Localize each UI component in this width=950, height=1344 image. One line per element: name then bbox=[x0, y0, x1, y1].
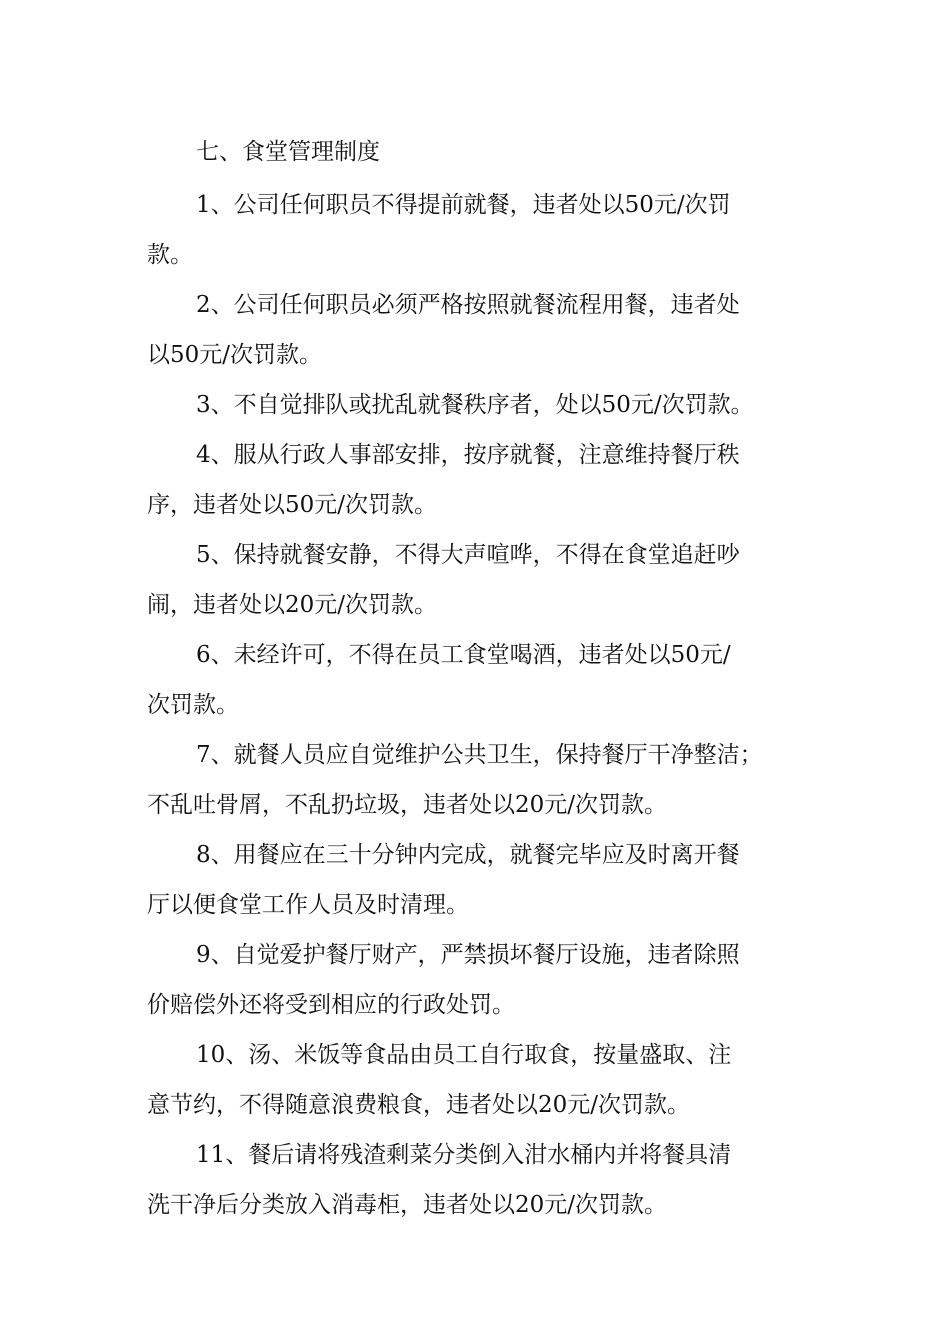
rule-1-line-1: 1、公司任何职员不得提前就餐，违者处以50元/次罚 bbox=[196, 192, 731, 218]
rule-8-line-1: 8、用餐应在三十分钟内完成，就餐完毕应及时离开餐 bbox=[196, 842, 740, 868]
rule-3-line-1: 3、不自觉排队或扰乱就餐秩序者，处以50元/次罚款。 bbox=[196, 392, 754, 418]
rule-6-line-1: 6、未经许可，不得在员工食堂喝酒，违者处以50元/ bbox=[196, 642, 731, 668]
rule-4-line-2: 序，违者处以50元/次罚款。 bbox=[147, 492, 438, 518]
rule-item-2 bbox=[147, 280, 815, 380]
rule-item-3 bbox=[147, 380, 815, 430]
rule-5-line-1: 5、保持就餐安静，不得大声喧哗，不得在食堂追赶吵 bbox=[196, 542, 740, 568]
rule-4-line-1: 4、服从行政人事部安排，按序就餐，注意维持餐厅秩 bbox=[196, 442, 740, 468]
rule-2-line-2: 以50元/次罚款。 bbox=[147, 342, 323, 368]
rule-5-line-2: 闹，违者处以20元/次罚款。 bbox=[147, 592, 438, 618]
rule-item-4 bbox=[147, 430, 815, 530]
rule-7-line-2: 不乱吐骨屑，不乱扔垃圾，违者处以20元/次罚款。 bbox=[147, 792, 668, 818]
rule-10-line-2: 意节约，不得随意浪费粮食，违者处以20元/次罚款。 bbox=[147, 1092, 691, 1118]
rule-item-11 bbox=[147, 1130, 815, 1230]
rule-8-line-2: 厅以便食堂工作人员及时清理。 bbox=[147, 892, 469, 918]
rule-6-line-2: 次罚款。 bbox=[147, 692, 239, 718]
rule-9-line-2: 价赔偿外还将受到相应的行政处罚。 bbox=[147, 992, 515, 1018]
rule-9-line-1: 9、自觉爱护餐厅财产，严禁损坏餐厅设施，违者除照 bbox=[196, 942, 740, 968]
rule-item-7 bbox=[147, 730, 815, 830]
rule-2-line-1: 2、公司任何职员必须严格按照就餐流程用餐，违者处 bbox=[196, 292, 740, 318]
rule-item-5 bbox=[147, 530, 815, 630]
rule-7-line-1: 7、就餐人员应自觉维护公共卫生，保持餐厅干净整洁； bbox=[196, 742, 763, 768]
rule-item-6 bbox=[147, 630, 815, 730]
rule-11-line-2: 洗干净后分类放入消毒柜，违者处以20元/次罚款。 bbox=[147, 1192, 668, 1218]
rule-item-8 bbox=[147, 830, 815, 930]
rule-1-line-2: 款。 bbox=[147, 242, 193, 268]
rule-11-line-1: 11、餐后请将残渣剩菜分类倒入泔水桶内并将餐具清 bbox=[196, 1142, 732, 1168]
rule-item-10 bbox=[147, 1030, 815, 1130]
rule-item-9 bbox=[147, 930, 815, 1030]
rule-10-line-1: 10、汤、米饭等食品由员工自行取食，按量盛取、注 bbox=[196, 1042, 732, 1068]
rule-item-1 bbox=[147, 180, 815, 280]
section-title: 七、食堂管理制度 bbox=[196, 139, 380, 165]
